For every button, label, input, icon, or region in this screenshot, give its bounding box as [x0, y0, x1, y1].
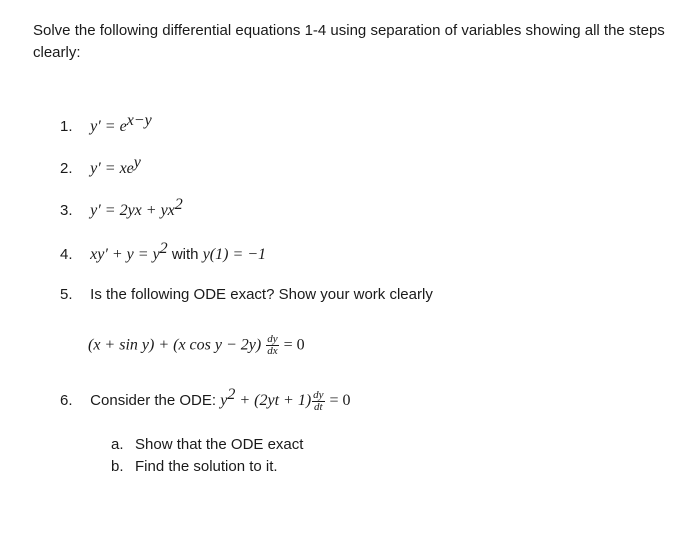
problem-2 — [60, 154, 141, 178]
equation-right: = 0 — [279, 336, 305, 354]
problem-3 — [60, 196, 183, 220]
subitem-b — [111, 458, 278, 475]
subitem-label: a. — [111, 436, 124, 453]
equation-exponent: 2 — [227, 386, 236, 403]
subitem-a — [111, 436, 303, 453]
derivative-fraction — [312, 390, 324, 413]
fraction-denominator: dt — [314, 400, 323, 413]
problem-number: 5. — [60, 286, 73, 303]
subitem-text: Show that the ODE exact — [135, 436, 304, 453]
subitem-text: Find the solution to it. — [135, 458, 278, 475]
derivative-fraction — [266, 334, 278, 357]
equation-left: y — [220, 392, 228, 409]
equation-exponent: 2 — [159, 240, 168, 257]
equation-left: (x + sin y) + (x cos y − 2y) — [88, 336, 266, 354]
problem-1 — [60, 112, 152, 136]
problem-text: Is the following ODE exact? Show your work clearly — [90, 286, 433, 303]
problem-number: 1. — [60, 118, 73, 135]
equation-exponent: 2 — [174, 196, 183, 213]
equation-lhs: xy′ + y = y — [90, 246, 160, 263]
equation-lhs: y′ = 2yx + yx — [90, 202, 175, 219]
equation-middle: + (2yt + 1) — [235, 392, 312, 409]
connector-text: with — [167, 246, 203, 263]
instructions-text: Solve the following differential equations 1-4 using separation of variables showing all the steps clearly: — [33, 22, 665, 61]
equation-exponent: x−y — [126, 112, 152, 129]
fraction-numerator: dy — [267, 333, 278, 345]
problem-5-equation — [88, 334, 305, 357]
problem-6 — [60, 386, 351, 413]
equation-right: = 0 — [325, 392, 351, 409]
initial-condition: y(1) = −1 — [202, 246, 267, 263]
problem-number: 3. — [60, 202, 73, 219]
problem-text: Consider the ODE: — [90, 392, 221, 409]
equation-exponent: y — [133, 154, 141, 171]
problem-4 — [60, 240, 266, 264]
problem-number: 6. — [60, 392, 73, 409]
fraction-denominator: dx — [267, 345, 278, 357]
problem-number: 2. — [60, 160, 73, 177]
problem-number: 4. — [60, 246, 73, 263]
equation-lhs: y′ = xe — [90, 160, 134, 177]
equation-lhs: y′ = — [90, 118, 120, 135]
equation-base: e — [119, 118, 127, 135]
subitem-label: b. — [111, 458, 124, 475]
fraction-numerator: dy — [313, 388, 324, 401]
problem-5 — [60, 286, 433, 303]
